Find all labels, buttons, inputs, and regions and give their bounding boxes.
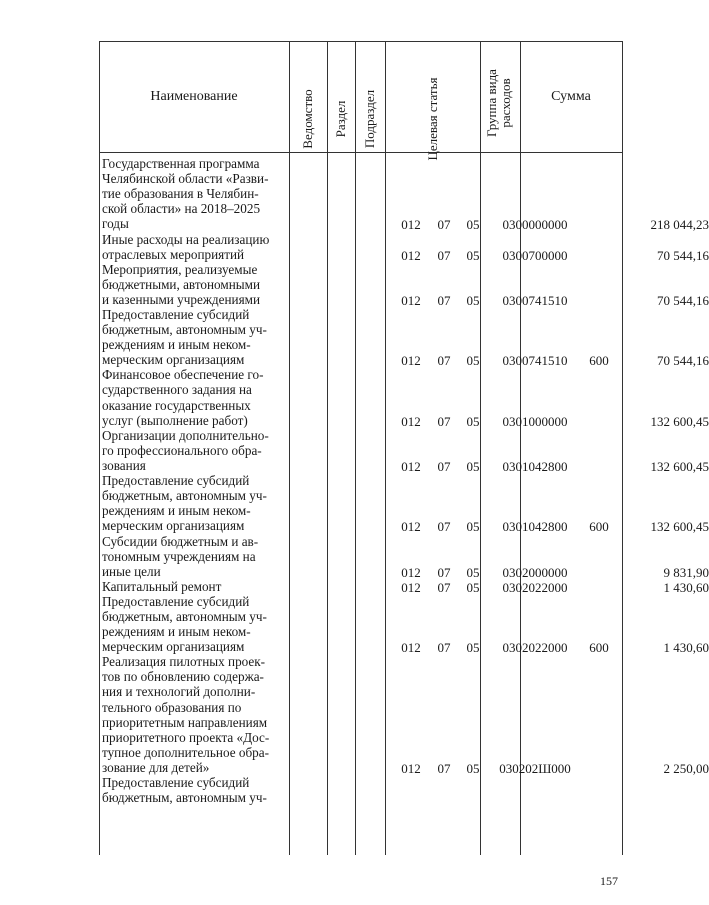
name-line: и казенными учреждениями (102, 291, 261, 307)
name-line: мерческим организациям (102, 518, 245, 534)
name-line: тов по обновлению содержа- (102, 669, 264, 685)
cell-razdel: 07 (437, 353, 451, 369)
cell-vedomstvo: 012 (401, 458, 421, 474)
cell-naimenovanie (102, 307, 285, 367)
name-line: Финансовое обеспечение го- (102, 367, 264, 383)
cell-podrazdel: 05 (466, 564, 480, 580)
name-line: реждениям и иным неком- (102, 624, 251, 640)
cell-podrazdel: 05 (466, 247, 480, 263)
name-line: тельного образования по (102, 699, 242, 715)
table-row (99, 231, 709, 263)
cell-summa: 70 544,16 (657, 353, 709, 369)
table-row (99, 427, 709, 474)
cell-podrazdel: 05 (466, 353, 480, 369)
cell-celevaya-statya: 0301000000 (502, 413, 568, 429)
name-line: бюджетными, автономными (102, 276, 261, 292)
header-podrazdel-label: Подраздел (362, 89, 377, 149)
cell-vedomstvo: 012 (401, 247, 421, 263)
header-summa (520, 41, 622, 152)
cell-gruppa-rashodov: 600 (589, 640, 609, 656)
cell-podrazdel: 05 (466, 413, 480, 429)
cell-razdel: 07 (437, 564, 451, 580)
cell-summa: 70 544,16 (657, 247, 709, 263)
cell-summa: 70 544,16 (657, 292, 709, 308)
cell-podrazdel: 05 (466, 760, 480, 776)
cell-celevaya-statya: 0302022000 (502, 579, 568, 595)
name-line: Капитальный ремонт (102, 578, 222, 594)
name-line: Предоставление субсидий (102, 473, 250, 489)
header-bottom-border (99, 152, 622, 153)
table-row (99, 367, 709, 429)
cell-summa: 1 430,60 (663, 579, 709, 595)
name-line: ской области» на 2018–2025 (102, 201, 261, 217)
name-line: Субсидии бюджетным и ав- (102, 533, 259, 549)
cell-podrazdel: 05 (466, 579, 480, 595)
cell-summa: 1 430,60 (663, 640, 709, 656)
cell-celevaya-statya: 0302022000 (502, 640, 568, 656)
header-gruppa (480, 41, 520, 152)
name-line: тономным учреждениям на (102, 548, 256, 564)
name-line: ния и технологий дополни- (102, 684, 256, 700)
header-razdel (327, 41, 355, 152)
table-row (99, 307, 709, 369)
header-celevaya (385, 41, 480, 161)
name-line: Челябинской области «Разви- (102, 171, 269, 187)
cell-naimenovanie (102, 579, 285, 594)
table-row (99, 578, 709, 595)
cell-razdel: 07 (437, 247, 451, 263)
cell-celevaya-statya: 0300000000 (502, 217, 568, 233)
cell-celevaya-statya: 030202Ш000 (499, 760, 571, 776)
name-line: Предоставление субсидий (102, 307, 250, 322)
table-row (99, 156, 709, 233)
name-line: приоритетного проекта «Дос- (102, 729, 270, 745)
header-gruppa-label-2: расходов (498, 78, 513, 128)
name-line: приоритетным направлениям (102, 714, 268, 730)
cell-summa: 2 250,00 (663, 760, 709, 776)
table-row (99, 473, 709, 535)
cell-naimenovanie (102, 473, 285, 533)
name-line: го профессионального обра- (102, 442, 262, 458)
name-line: зования (102, 457, 146, 473)
cell-gruppa-rashodov: 600 (589, 519, 609, 535)
cell-podrazdel: 05 (466, 292, 480, 308)
name-line: мерческим организациям (102, 352, 245, 368)
name-line: тие образования в Челябин- (102, 186, 259, 202)
cell-razdel: 07 (437, 579, 451, 595)
name-line: мерческим организациям (102, 639, 245, 655)
header-name (99, 41, 289, 152)
cell-vedomstvo: 012 (401, 353, 421, 369)
name-line: Мероприятия, реализуемые (102, 261, 258, 277)
cell-celevaya-statya: 0301042800 (502, 458, 568, 474)
cell-podrazdel: 05 (466, 640, 480, 656)
name-line: сударственного задания на (102, 382, 252, 398)
cell-vedomstvo: 012 (401, 760, 421, 776)
name-line: тупное дополнительное обра- (102, 744, 269, 760)
header-name-label: Наименование (150, 88, 238, 104)
table-row (99, 533, 709, 580)
cell-razdel: 07 (437, 458, 451, 474)
cell-summa: 132 600,45 (650, 458, 709, 474)
cell-naimenovanie (102, 775, 285, 805)
cell-celevaya-statya: 0300700000 (502, 247, 568, 263)
table-row (99, 775, 622, 805)
name-line: бюджетным, автономным уч- (102, 608, 267, 624)
cell-naimenovanie (102, 654, 285, 775)
cell-vedomstvo: 012 (401, 519, 421, 535)
name-line: иные цели (102, 563, 161, 579)
cell-razdel: 07 (437, 519, 451, 535)
cell-vedomstvo: 012 (401, 292, 421, 308)
name-line: Предоставление субсидий (102, 593, 250, 609)
name-line: бюджетным, автономным уч- (102, 322, 267, 338)
name-line: реждениям и иным неком- (102, 337, 251, 353)
cell-naimenovanie (102, 428, 285, 473)
header-summa-label: Сумма (551, 88, 591, 104)
cell-naimenovanie (102, 232, 285, 262)
cell-summa: 218 044,23 (650, 217, 709, 233)
cell-naimenovanie (102, 367, 285, 427)
table-row (99, 654, 709, 776)
name-line: оказание государственных (102, 397, 251, 413)
column-border (622, 41, 623, 855)
cell-naimenovanie (102, 534, 285, 579)
name-line: годы (102, 216, 129, 232)
name-line: отраслевых мероприятий (102, 246, 245, 262)
cell-podrazdel: 05 (466, 519, 480, 535)
cell-vedomstvo: 012 (401, 413, 421, 429)
cell-gruppa-rashodov: 600 (589, 353, 609, 369)
cell-celevaya-statya: 0301042800 (502, 519, 568, 535)
name-line: зование для детей» (102, 759, 210, 775)
cell-vedomstvo: 012 (401, 640, 421, 656)
cell-vedomstvo: 012 (401, 217, 421, 233)
name-line: Государственная программа (102, 156, 260, 171)
cell-vedomstvo: 012 (401, 564, 421, 580)
cell-celevaya-statya: 0302000000 (502, 564, 568, 580)
header-vedomstvo-label: Ведомство (300, 89, 315, 149)
name-line: Организации дополнительно- (102, 427, 269, 443)
table-row (99, 261, 709, 308)
cell-naimenovanie (102, 594, 285, 654)
cell-razdel: 07 (437, 217, 451, 233)
cell-podrazdel: 05 (466, 217, 480, 233)
cell-vedomstvo: 012 (401, 579, 421, 595)
name-line: бюджетным, автономным уч- (102, 488, 267, 504)
name-line: бюджетным, автономным уч- (102, 790, 267, 806)
header-vedomstvo (289, 41, 327, 152)
cell-summa: 9 831,90 (663, 564, 709, 580)
cell-razdel: 07 (437, 760, 451, 776)
header-razdel-label: Раздел (333, 100, 348, 138)
cell-celevaya-statya: 0300741510 (502, 292, 568, 308)
cell-celevaya-statya: 0300741510 (502, 353, 568, 369)
cell-razdel: 07 (437, 413, 451, 429)
cell-razdel: 07 (437, 640, 451, 656)
name-line: Предоставление субсидий (102, 775, 250, 791)
name-line: Реализация пилотных проек- (102, 654, 266, 670)
cell-summa: 132 600,45 (650, 413, 709, 429)
name-line: Иные расходы на реализацию (102, 231, 270, 247)
table-row (99, 593, 709, 656)
name-line: услуг (выполнение работ) (102, 412, 248, 428)
cell-razdel: 07 (437, 292, 451, 308)
cell-podrazdel: 05 (466, 458, 480, 474)
header-celevaya-label: Целевая статья (425, 77, 440, 161)
name-line: реждениям и иным неком- (102, 503, 251, 519)
cell-summa: 132 600,45 (650, 519, 709, 535)
header-gruppa-label-1: Группа вида (484, 69, 499, 137)
cell-naimenovanie (102, 156, 285, 231)
page-number: 157 (600, 874, 618, 888)
header-podrazdel (355, 41, 385, 152)
cell-naimenovanie (102, 262, 285, 307)
